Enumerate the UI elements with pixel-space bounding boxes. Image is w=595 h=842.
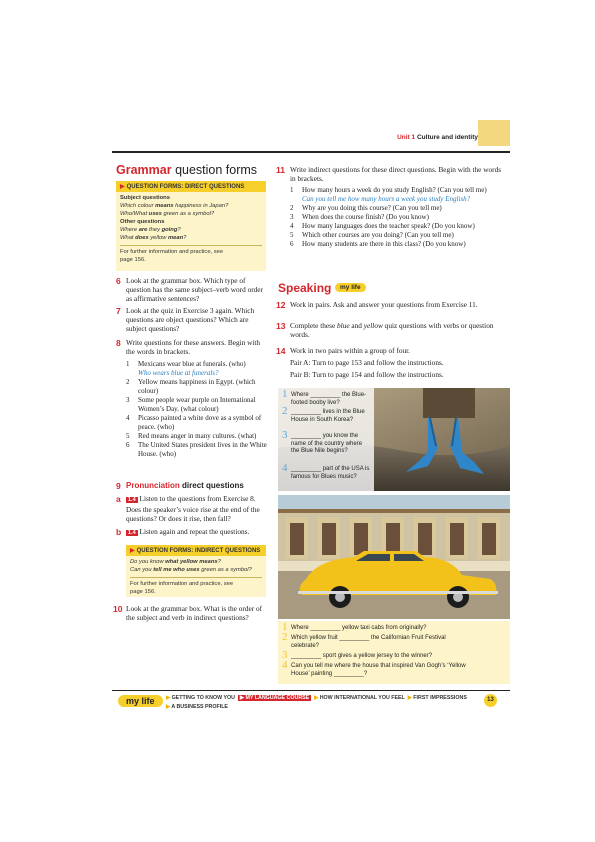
grammar-title: Grammar question forms [116, 163, 258, 177]
further-info-line-1: For further information and practice, see [130, 581, 234, 587]
unit-header [300, 134, 478, 141]
further-info-line-1: For further information and practice, see [120, 249, 224, 255]
yellow-car-illustration [278, 495, 510, 619]
other-example-2: What does yellow mean? [120, 235, 187, 241]
indirect-box-heading: QUESTION FORMS: INDIRECT QUESTIONS [136, 548, 261, 554]
ex14-number: 14 [276, 346, 286, 356]
ex9a-label: a [116, 494, 121, 504]
ex8-answer: Who wears blue at funerals? [138, 369, 219, 377]
blue-quiz-item-3: 3 _________ you know the name of the country where the Blue Nile begins? [282, 429, 363, 454]
grammar-box-direct [116, 181, 266, 271]
indirect-example-1: Do you know what yellow means? [130, 559, 221, 565]
unit-tab [478, 120, 510, 146]
pair-b-instruction: Pair B: Turn to page 154 and follow the instructions. [290, 370, 444, 379]
ex8-text: Write questions for these answers. Begin with the words in brackets. [126, 338, 261, 356]
yellow-car-photo [278, 495, 510, 619]
blue-quiz-item-2: 2 _________ lives in the Blue House in South Korea? [282, 405, 365, 423]
footer-my-life-badge: my life [118, 695, 163, 707]
subject-example-2: Who/What uses green as a symbol? [120, 211, 215, 217]
yellow-quiz-item-4: 4 Can you tell me where the house that inspired Van Gogh’s ‘Yellow House’ painting _________? [282, 659, 466, 677]
ex13-number: 13 [276, 321, 286, 331]
list-item: 1 Mexicans wear blue at funerals. (who) Who wears blue at funerals? [126, 360, 246, 377]
ex7-number: 7 [116, 306, 121, 316]
footer-link-my-language-course[interactable]: ▶ MY LANGUAGE COURSE [239, 695, 310, 701]
pair-a-instruction: Pair A: Turn to page 153 and follow the instructions. [290, 358, 444, 367]
further-info-link[interactable]: page 156. [130, 589, 156, 595]
subject-example-1: Which colour means happiness in Japan? [120, 203, 229, 209]
list-item: 2 Yellow means happiness in Egypt. (which colour) [126, 378, 256, 395]
list-item: 6 How many students are there in this class? (Do you know) [290, 240, 466, 248]
indirect-example-2: Can you tell me who uses green as a symbol? [130, 567, 252, 573]
footer-nav [166, 694, 476, 712]
header-rule [112, 151, 510, 153]
list-item: 5 Which other courses are you doing? (Can you tell me) [290, 231, 454, 239]
list-item: 2 Why are you doing this course? (Can you tell me) [290, 204, 442, 212]
ex10-text: Look at the grammar box. What is the order of the subject and verb in indirect questions? [126, 604, 263, 622]
ex11-answer: Can you tell me how many hours a week you study English? [302, 195, 471, 203]
ex9b-text: 1.4 Listen again and repeat the questions. [128, 527, 250, 536]
ex13-text: Complete these blue and yellow quiz questions with verbs or question words. [290, 321, 494, 339]
ex9a-text: 1.4 Listen to the questions from Exercise 8. Does the speaker’s voice rise at the end of the questions? Or does it rise, then fall? [126, 494, 260, 523]
ex12-text: Work in pairs. Ask and answer your questions from Exercise 11. [290, 300, 478, 309]
my-life-badge: my life [335, 283, 366, 292]
ex11-list [290, 186, 508, 249]
triangle-icon: ▶ [130, 548, 135, 554]
ex14-text: Work in two pairs within a group of four. [290, 346, 410, 355]
ex11-text: Write indirect questions for these direct questions. Begin with the words in brackets. [290, 165, 502, 183]
pronunciation-title: Pronunciation direct questions [126, 481, 244, 490]
list-item: 5 Red means anger in many cultures. (what) [126, 432, 257, 440]
footer-rule [112, 690, 510, 691]
audio-track-icon[interactable]: 1.4 [128, 497, 136, 503]
other-questions-label: Other questions [120, 219, 165, 225]
list-item: 3 When does the course finish? (Do you know) [290, 213, 429, 221]
grammar-box-indirect [126, 545, 266, 597]
triangle-icon: ▶ [120, 184, 125, 190]
list-item: 3 Some people wear purple on International Women’s Day. (what colour) [126, 396, 256, 413]
ex11-number: 11 [276, 165, 285, 175]
ex6-text: Look at the grammar box. Which type of question has the same subject–verb word order as affirmative sentences? [126, 276, 263, 303]
unit-number: Unit 1 [397, 134, 416, 141]
yellow-quiz-item-2: 2 Which yellow fruit _________ the Californian Fruit Festival celebrate? [282, 631, 446, 649]
yellow-quiz-item-1: 1 Where _________ yellow taxi cabs from originally? [282, 621, 427, 633]
footer-link-how-international-you-feel[interactable]: ▶ HOW INTERNATIONAL YOU FEEL [314, 695, 405, 701]
list-item: 6 The United States president lives in the White House. (who) [126, 441, 267, 458]
footer-link-first-impressions[interactable]: ▶ FIRST IMPRESSIONS [407, 695, 467, 701]
ex6-number: 6 [116, 276, 121, 286]
ex8-number: 8 [116, 338, 121, 348]
yellow-quiz-item-3: 3 _________ sport gives a yellow jersey to the winner? [282, 649, 433, 661]
further-info-link[interactable]: page 156. [120, 257, 146, 263]
audio-track-icon[interactable]: 1.4 [128, 530, 136, 536]
ex8-list [126, 360, 268, 459]
list-item: 1 How many hours a week do you study English? (Can you tell me) Can you tell me how many hours a week you study English? [290, 186, 487, 203]
ex10-number: 10 [113, 604, 123, 614]
grammar-box-heading: ▶ QUESTION FORMS: DIRECT QUESTIONS [116, 181, 266, 192]
subject-questions-label: Subject questions [120, 195, 170, 201]
list-item: 4 How many languages does the teacher speak? (Do you know) [290, 222, 475, 230]
speaking-title: Speaking [278, 281, 332, 295]
blue-quiz-item-1: 1 Where _________ the Blue-footed booby live? [282, 388, 367, 406]
other-example-1: Where are they going? [120, 227, 181, 233]
footer-link-a-business-profile[interactable]: ▶ A BUSINESS PROFILE [166, 704, 228, 710]
ex9-number: 9 [116, 481, 121, 491]
footer-link-getting-to-know-you[interactable]: ▶ GETTING TO KNOW YOU [166, 695, 235, 701]
blue-quiz-item-4: 4 _________ part of the USA is famous for Blues music? [282, 462, 370, 480]
page-number: 13 [484, 694, 497, 707]
unit-title: Culture and identity [416, 134, 478, 141]
ex7-text: Look at the quiz in Exercise 3 again. Which questions are object questions? Which are subject questions? [126, 306, 255, 333]
ex12-number: 12 [276, 300, 286, 310]
ex9b-label: b [116, 527, 122, 537]
list-item: 4 Picasso painted a white dove as a symbol of peace. (who) [126, 414, 262, 431]
